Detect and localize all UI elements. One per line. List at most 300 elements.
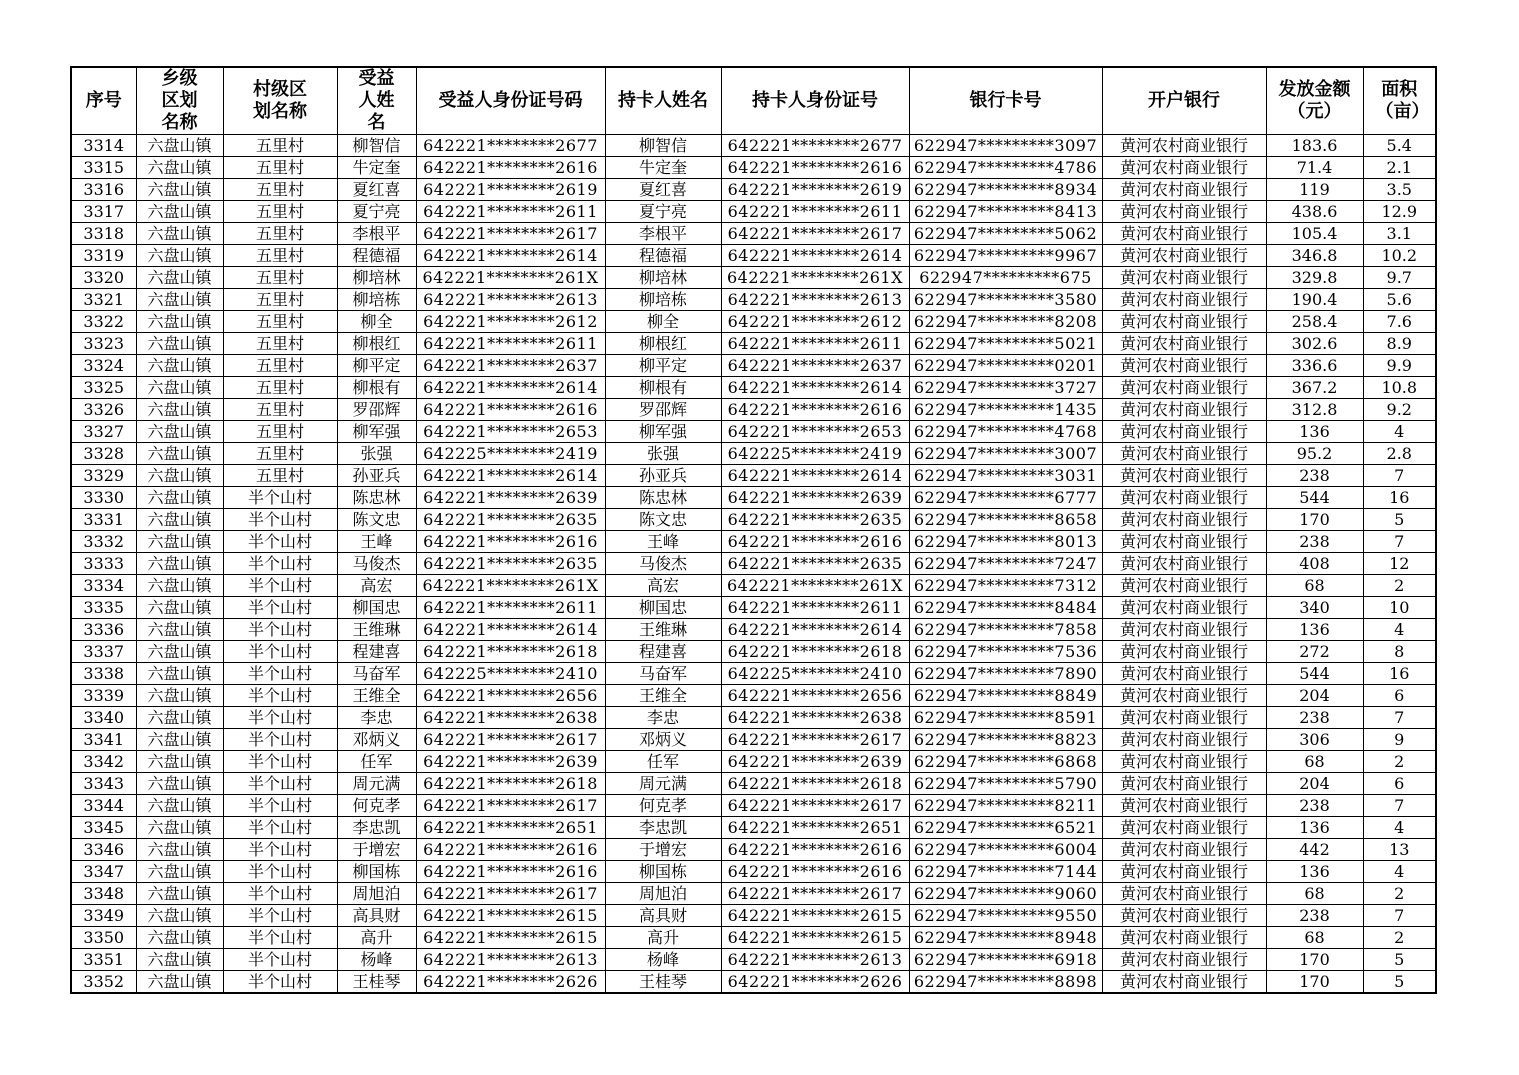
cell-bank: 黄河农村商业银行 — [1102, 443, 1266, 465]
cell-village: 半个山村 — [223, 927, 337, 949]
cell-town: 六盘山镇 — [136, 597, 223, 619]
cell-village: 五里村 — [223, 157, 337, 179]
cell-beneficiary: 陈忠林 — [337, 487, 416, 509]
cell-beneficiary-id: 642221********261X — [416, 267, 605, 289]
cell-beneficiary-id: 642221********2656 — [416, 685, 605, 707]
cell-seq: 3322 — [71, 311, 136, 333]
cell-holder-id: 642221********2656 — [721, 685, 909, 707]
table-row — [71, 751, 1436, 773]
table-row — [71, 553, 1436, 575]
cell-town: 六盘山镇 — [136, 751, 223, 773]
cell-beneficiary-id: 642221********2611 — [416, 333, 605, 355]
cell-amount: 306 — [1266, 729, 1363, 751]
cell-bank: 黄河农村商业银行 — [1102, 311, 1266, 333]
cell-area: 16 — [1363, 487, 1436, 509]
cell-card: 622947*********4786 — [909, 157, 1102, 179]
cell-amount: 544 — [1266, 487, 1363, 509]
cell-amount: 136 — [1266, 817, 1363, 839]
cell-village: 半个山村 — [223, 817, 337, 839]
cell-amount: 302.6 — [1266, 333, 1363, 355]
cell-card: 622947*********3007 — [909, 443, 1102, 465]
cell-seq: 3318 — [71, 223, 136, 245]
cell-card: 622947*********8413 — [909, 201, 1102, 223]
cell-holder: 柳培林 — [605, 267, 721, 289]
cell-amount: 544 — [1266, 663, 1363, 685]
cell-seq: 3336 — [71, 619, 136, 641]
cell-bank: 黄河农村商业银行 — [1102, 773, 1266, 795]
cell-amount: 238 — [1266, 707, 1363, 729]
cell-town: 六盘山镇 — [136, 707, 223, 729]
cell-beneficiary: 李根平 — [337, 223, 416, 245]
cell-beneficiary-id: 642221********2617 — [416, 795, 605, 817]
cell-card: 622947*********675 — [909, 267, 1102, 289]
cell-seq: 3326 — [71, 399, 136, 421]
cell-holder: 柳根有 — [605, 377, 721, 399]
cell-bank: 黄河农村商业银行 — [1102, 553, 1266, 575]
cell-area: 4 — [1363, 619, 1436, 641]
cell-seq: 3339 — [71, 685, 136, 707]
table-row — [71, 685, 1436, 707]
cell-amount: 170 — [1266, 949, 1363, 971]
cell-beneficiary: 柳全 — [337, 311, 416, 333]
cell-amount: 238 — [1266, 905, 1363, 927]
cell-town: 六盘山镇 — [136, 135, 223, 157]
cell-card: 622947*********1435 — [909, 399, 1102, 421]
cell-village: 五里村 — [223, 443, 337, 465]
cell-village: 半个山村 — [223, 487, 337, 509]
cell-beneficiary-id: 642221********2653 — [416, 421, 605, 443]
cell-bank: 黄河农村商业银行 — [1102, 509, 1266, 531]
cell-village: 五里村 — [223, 399, 337, 421]
table-row — [71, 223, 1436, 245]
cell-area: 10.2 — [1363, 245, 1436, 267]
cell-holder-id: 642221********2639 — [721, 487, 909, 509]
cell-bank: 黄河农村商业银行 — [1102, 949, 1266, 971]
cell-card: 622947*********8591 — [909, 707, 1102, 729]
cell-village: 五里村 — [223, 223, 337, 245]
cell-town: 六盘山镇 — [136, 465, 223, 487]
cell-area: 2 — [1363, 575, 1436, 597]
cell-beneficiary: 于增宏 — [337, 839, 416, 861]
table-row — [71, 663, 1436, 685]
cell-bank: 黄河农村商业银行 — [1102, 663, 1266, 685]
header-amount: 发放金额（元） — [1266, 67, 1363, 135]
cell-holder: 王维琳 — [605, 619, 721, 641]
cell-bank: 黄河农村商业银行 — [1102, 421, 1266, 443]
cell-card: 622947*********6521 — [909, 817, 1102, 839]
table-row — [71, 333, 1436, 355]
cell-amount: 190.4 — [1266, 289, 1363, 311]
cell-area: 3.5 — [1363, 179, 1436, 201]
cell-holder: 王桂琴 — [605, 971, 721, 994]
cell-town: 六盘山镇 — [136, 883, 223, 905]
cell-beneficiary-id: 642221********2639 — [416, 487, 605, 509]
cell-amount: 336.6 — [1266, 355, 1363, 377]
cell-amount: 442 — [1266, 839, 1363, 861]
cell-beneficiary-id: 642221********2617 — [416, 729, 605, 751]
cell-amount: 68 — [1266, 575, 1363, 597]
cell-holder: 柳根红 — [605, 333, 721, 355]
table-row — [71, 399, 1436, 421]
cell-amount: 136 — [1266, 421, 1363, 443]
table-row — [71, 927, 1436, 949]
cell-beneficiary: 柳根有 — [337, 377, 416, 399]
cell-holder-id: 642221********2613 — [721, 949, 909, 971]
cell-holder: 夏红喜 — [605, 179, 721, 201]
cell-holder-id: 642221********2616 — [721, 861, 909, 883]
cell-holder: 李忠凯 — [605, 817, 721, 839]
cell-holder-id: 642221********2617 — [721, 795, 909, 817]
cell-seq: 3346 — [71, 839, 136, 861]
cell-holder: 于增宏 — [605, 839, 721, 861]
cell-seq: 3321 — [71, 289, 136, 311]
cell-seq: 3332 — [71, 531, 136, 553]
cell-bank: 黄河农村商业银行 — [1102, 751, 1266, 773]
cell-card: 622947*********5062 — [909, 223, 1102, 245]
cell-area: 4 — [1363, 421, 1436, 443]
cell-bank: 黄河农村商业银行 — [1102, 883, 1266, 905]
cell-holder-id: 642221********2619 — [721, 179, 909, 201]
cell-village: 半个山村 — [223, 597, 337, 619]
cell-seq: 3329 — [71, 465, 136, 487]
cell-holder: 高宏 — [605, 575, 721, 597]
cell-holder: 夏宁亮 — [605, 201, 721, 223]
header-holder: 持卡人姓名 — [605, 67, 721, 135]
cell-town: 六盘山镇 — [136, 839, 223, 861]
cell-area: 9.9 — [1363, 355, 1436, 377]
cell-town: 六盘山镇 — [136, 201, 223, 223]
cell-beneficiary: 牛定奎 — [337, 157, 416, 179]
cell-area: 10.8 — [1363, 377, 1436, 399]
cell-village: 半个山村 — [223, 729, 337, 751]
cell-holder-id: 642221********2616 — [721, 839, 909, 861]
cell-beneficiary-id: 642221********2618 — [416, 773, 605, 795]
cell-area: 7 — [1363, 905, 1436, 927]
cell-village: 半个山村 — [223, 553, 337, 575]
cell-bank: 黄河农村商业银行 — [1102, 707, 1266, 729]
table-row — [71, 575, 1436, 597]
cell-amount: 119 — [1266, 179, 1363, 201]
cell-amount: 68 — [1266, 883, 1363, 905]
cell-area: 9 — [1363, 729, 1436, 751]
cell-beneficiary: 柳根红 — [337, 333, 416, 355]
cell-holder: 柳国忠 — [605, 597, 721, 619]
cell-holder: 程建喜 — [605, 641, 721, 663]
table-row — [71, 597, 1436, 619]
cell-village: 五里村 — [223, 377, 337, 399]
cell-area: 8.9 — [1363, 333, 1436, 355]
cell-card: 622947*********3727 — [909, 377, 1102, 399]
cell-holder-id: 642221********2617 — [721, 883, 909, 905]
cell-area: 9.7 — [1363, 267, 1436, 289]
cell-town: 六盘山镇 — [136, 795, 223, 817]
cell-amount: 312.8 — [1266, 399, 1363, 421]
table-row — [71, 377, 1436, 399]
cell-village: 半个山村 — [223, 751, 337, 773]
cell-area: 2.8 — [1363, 443, 1436, 465]
cell-card: 622947*********8934 — [909, 179, 1102, 201]
table-row — [71, 883, 1436, 905]
cell-card: 622947*********8823 — [909, 729, 1102, 751]
cell-holder-id: 642225********2419 — [721, 443, 909, 465]
cell-area: 5 — [1363, 949, 1436, 971]
cell-beneficiary-id: 642221********2677 — [416, 135, 605, 157]
cell-amount: 258.4 — [1266, 311, 1363, 333]
cell-beneficiary: 高具财 — [337, 905, 416, 927]
cell-town: 六盘山镇 — [136, 267, 223, 289]
cell-bank: 黄河农村商业银行 — [1102, 839, 1266, 861]
cell-area: 6 — [1363, 773, 1436, 795]
cell-area: 10 — [1363, 597, 1436, 619]
header-holder-id: 持卡人身份证号 — [721, 67, 909, 135]
cell-town: 六盘山镇 — [136, 553, 223, 575]
cell-holder: 杨峰 — [605, 949, 721, 971]
cell-village: 半个山村 — [223, 861, 337, 883]
cell-beneficiary-id: 642221********2651 — [416, 817, 605, 839]
cell-card: 622947*********6777 — [909, 487, 1102, 509]
cell-village: 半个山村 — [223, 575, 337, 597]
cell-seq: 3345 — [71, 817, 136, 839]
cell-amount: 340 — [1266, 597, 1363, 619]
cell-area: 2.1 — [1363, 157, 1436, 179]
cell-beneficiary: 李忠 — [337, 707, 416, 729]
cell-seq: 3328 — [71, 443, 136, 465]
header-beneficiary-id: 受益人身份证号码 — [416, 67, 605, 135]
cell-holder: 何克孝 — [605, 795, 721, 817]
cell-beneficiary-id: 642221********2617 — [416, 883, 605, 905]
cell-town: 六盘山镇 — [136, 729, 223, 751]
cell-seq: 3349 — [71, 905, 136, 927]
cell-card: 622947*********5790 — [909, 773, 1102, 795]
cell-area: 3.1 — [1363, 223, 1436, 245]
cell-holder-id: 642221********2653 — [721, 421, 909, 443]
cell-holder: 王维全 — [605, 685, 721, 707]
cell-card: 622947*********8849 — [909, 685, 1102, 707]
cell-bank: 黄河农村商业银行 — [1102, 861, 1266, 883]
cell-beneficiary-id: 642221********2614 — [416, 619, 605, 641]
cell-area: 7 — [1363, 795, 1436, 817]
cell-area: 16 — [1363, 663, 1436, 685]
cell-holder-id: 642221********261X — [721, 575, 909, 597]
header-card: 银行卡号 — [909, 67, 1102, 135]
cell-bank: 黄河农村商业银行 — [1102, 399, 1266, 421]
cell-town: 六盘山镇 — [136, 575, 223, 597]
cell-bank: 黄河农村商业银行 — [1102, 377, 1266, 399]
cell-holder-id: 642221********2638 — [721, 707, 909, 729]
cell-seq: 3325 — [71, 377, 136, 399]
cell-amount: 136 — [1266, 861, 1363, 883]
cell-amount: 71.4 — [1266, 157, 1363, 179]
table-row — [71, 707, 1436, 729]
cell-bank: 黄河农村商业银行 — [1102, 641, 1266, 663]
cell-bank: 黄河农村商业银行 — [1102, 971, 1266, 994]
cell-beneficiary: 杨峰 — [337, 949, 416, 971]
cell-holder-id: 642221********2614 — [721, 245, 909, 267]
cell-seq: 3327 — [71, 421, 136, 443]
cell-holder-id: 642221********2611 — [721, 333, 909, 355]
cell-amount: 183.6 — [1266, 135, 1363, 157]
cell-holder: 柳军强 — [605, 421, 721, 443]
cell-card: 622947*********5021 — [909, 333, 1102, 355]
table-header — [71, 67, 1436, 135]
cell-bank: 黄河农村商业银行 — [1102, 531, 1266, 553]
cell-area: 4 — [1363, 861, 1436, 883]
cell-holder: 高具财 — [605, 905, 721, 927]
cell-amount: 68 — [1266, 927, 1363, 949]
cell-holder-id: 642221********2617 — [721, 729, 909, 751]
cell-holder-id: 642221********2611 — [721, 201, 909, 223]
cell-amount: 68 — [1266, 751, 1363, 773]
cell-beneficiary: 周旭泊 — [337, 883, 416, 905]
cell-beneficiary-id: 642221********2614 — [416, 465, 605, 487]
table-row — [71, 509, 1436, 531]
cell-seq: 3316 — [71, 179, 136, 201]
cell-holder: 周旭泊 — [605, 883, 721, 905]
cell-beneficiary: 柳培栋 — [337, 289, 416, 311]
cell-beneficiary: 柳培林 — [337, 267, 416, 289]
cell-beneficiary-id: 642221********2614 — [416, 377, 605, 399]
cell-seq: 3314 — [71, 135, 136, 157]
cell-village: 半个山村 — [223, 707, 337, 729]
cell-beneficiary-id: 642221********2617 — [416, 223, 605, 245]
cell-town: 六盘山镇 — [136, 157, 223, 179]
cell-bank: 黄河农村商业银行 — [1102, 223, 1266, 245]
cell-beneficiary-id: 642221********2613 — [416, 289, 605, 311]
cell-area: 9.2 — [1363, 399, 1436, 421]
cell-holder: 柳平定 — [605, 355, 721, 377]
cell-beneficiary-id: 642221********2638 — [416, 707, 605, 729]
cell-town: 六盘山镇 — [136, 399, 223, 421]
cell-beneficiary: 柳平定 — [337, 355, 416, 377]
cell-holder: 王峰 — [605, 531, 721, 553]
table-row — [71, 795, 1436, 817]
cell-beneficiary: 罗邵辉 — [337, 399, 416, 421]
cell-seq: 3319 — [71, 245, 136, 267]
cell-holder-id: 642221********261X — [721, 267, 909, 289]
cell-bank: 黄河农村商业银行 — [1102, 135, 1266, 157]
cell-seq: 3324 — [71, 355, 136, 377]
cell-holder: 邓炳义 — [605, 729, 721, 751]
cell-town: 六盘山镇 — [136, 289, 223, 311]
cell-beneficiary: 程建喜 — [337, 641, 416, 663]
cell-town: 六盘山镇 — [136, 311, 223, 333]
cell-area: 4 — [1363, 817, 1436, 839]
cell-village: 半个山村 — [223, 839, 337, 861]
cell-seq: 3344 — [71, 795, 136, 817]
cell-town: 六盘山镇 — [136, 509, 223, 531]
cell-beneficiary-id: 642221********2635 — [416, 553, 605, 575]
cell-bank: 黄河农村商业银行 — [1102, 905, 1266, 927]
cell-holder: 牛定奎 — [605, 157, 721, 179]
cell-beneficiary: 王维全 — [337, 685, 416, 707]
cell-holder: 陈忠林 — [605, 487, 721, 509]
cell-village: 五里村 — [223, 311, 337, 333]
cell-beneficiary-id: 642221********2616 — [416, 861, 605, 883]
cell-town: 六盘山镇 — [136, 663, 223, 685]
cell-holder-id: 642221********2616 — [721, 531, 909, 553]
table-row — [71, 487, 1436, 509]
cell-seq: 3348 — [71, 883, 136, 905]
cell-holder: 罗邵辉 — [605, 399, 721, 421]
cell-village: 半个山村 — [223, 685, 337, 707]
cell-seq: 3342 — [71, 751, 136, 773]
cell-village: 半个山村 — [223, 795, 337, 817]
cell-area: 13 — [1363, 839, 1436, 861]
cell-amount: 95.2 — [1266, 443, 1363, 465]
cell-holder: 任军 — [605, 751, 721, 773]
table-row — [71, 905, 1436, 927]
cell-bank: 黄河农村商业银行 — [1102, 487, 1266, 509]
cell-town: 六盘山镇 — [136, 421, 223, 443]
cell-holder-id: 642221********2611 — [721, 597, 909, 619]
cell-area: 2 — [1363, 751, 1436, 773]
cell-town: 六盘山镇 — [136, 905, 223, 927]
table-row — [71, 443, 1436, 465]
cell-holder-id: 642221********2635 — [721, 509, 909, 531]
cell-beneficiary-id: 642221********2618 — [416, 641, 605, 663]
cell-beneficiary: 何克孝 — [337, 795, 416, 817]
cell-card: 622947*********7144 — [909, 861, 1102, 883]
cell-holder: 柳培栋 — [605, 289, 721, 311]
cell-holder-id: 642221********2618 — [721, 773, 909, 795]
cell-bank: 黄河农村商业银行 — [1102, 179, 1266, 201]
table-row — [71, 949, 1436, 971]
cell-beneficiary-id: 642221********2615 — [416, 905, 605, 927]
table-body — [71, 135, 1436, 994]
cell-beneficiary-id: 642221********2611 — [416, 201, 605, 223]
cell-seq: 3315 — [71, 157, 136, 179]
cell-area: 12 — [1363, 553, 1436, 575]
cell-beneficiary: 柳智信 — [337, 135, 416, 157]
cell-holder-id: 642221********2614 — [721, 377, 909, 399]
table-row — [71, 531, 1436, 553]
cell-beneficiary-id: 642221********2616 — [416, 531, 605, 553]
cell-card: 622947*********7858 — [909, 619, 1102, 641]
cell-town: 六盘山镇 — [136, 223, 223, 245]
cell-holder-id: 642221********2635 — [721, 553, 909, 575]
cell-seq: 3323 — [71, 333, 136, 355]
cell-holder: 马奋军 — [605, 663, 721, 685]
cell-amount: 272 — [1266, 641, 1363, 663]
cell-village: 五里村 — [223, 201, 337, 223]
cell-area: 5 — [1363, 509, 1436, 531]
cell-bank: 黄河农村商业银行 — [1102, 817, 1266, 839]
cell-village: 五里村 — [223, 245, 337, 267]
cell-town: 六盘山镇 — [136, 179, 223, 201]
cell-beneficiary: 柳军强 — [337, 421, 416, 443]
cell-beneficiary: 张强 — [337, 443, 416, 465]
cell-town: 六盘山镇 — [136, 377, 223, 399]
cell-card: 622947*********0201 — [909, 355, 1102, 377]
table-row — [71, 355, 1436, 377]
cell-beneficiary-id: 642221********2616 — [416, 399, 605, 421]
table-row — [71, 289, 1436, 311]
cell-village: 五里村 — [223, 267, 337, 289]
cell-card: 622947*********8211 — [909, 795, 1102, 817]
table-row — [71, 201, 1436, 223]
cell-seq: 3352 — [71, 971, 136, 994]
cell-card: 622947*********7890 — [909, 663, 1102, 685]
cell-holder-id: 642221********2616 — [721, 399, 909, 421]
table-row — [71, 817, 1436, 839]
cell-card: 622947*********8484 — [909, 597, 1102, 619]
cell-beneficiary-id: 642221********2626 — [416, 971, 605, 994]
cell-holder: 李根平 — [605, 223, 721, 245]
cell-beneficiary: 马俊杰 — [337, 553, 416, 575]
cell-town: 六盘山镇 — [136, 531, 223, 553]
cell-amount: 136 — [1266, 619, 1363, 641]
cell-seq: 3317 — [71, 201, 136, 223]
